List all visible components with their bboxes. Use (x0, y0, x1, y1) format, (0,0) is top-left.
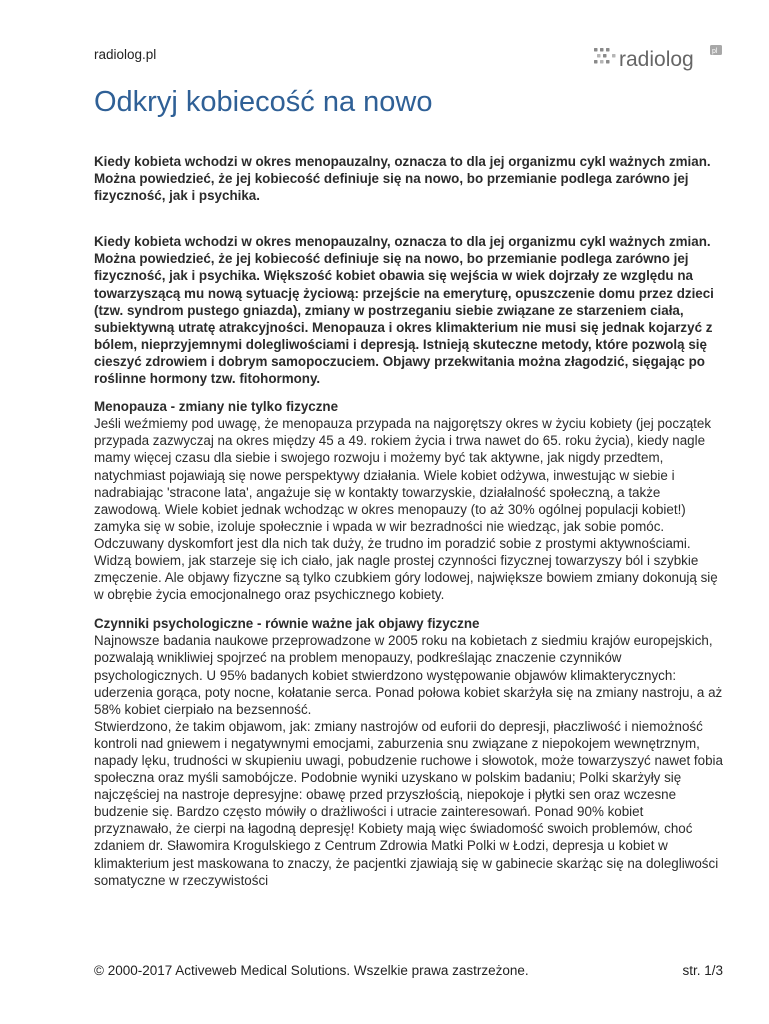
lead-paragraph-full: Kiedy kobieta wchodzi w okres menopauzalny, oznacza to dla jej organizmu cykl ważnych zmian. Można powiedzieć, że jej kobiecość definiuje się na nowo, bo przemianie podlega zarówno jej fizyczność, jak i psychika. Większość kobiet obawia się wejścia w wiek dojrzały ze względu na towarzyszącą mu nową sytuację życiową: przejście na emeryturę, opuszczenie domu przez dzieci (tzw. syndrom pustego gniazda), zmiany w postrzeganiu siebie związane ze starzeniem ciała, subiektywną utratę atrakcyjności. Menopauza i okres klimakterium nie musi się jednak kojarzyć z bólem, nieprzyjemnymi dolegliwościami i depresją. Istnieją skuteczne metody, które pozwolą się cieszyć zdrowiem i dobrym samopoczuciem. Objawy przekwitania można złagodzić, sięgając po roślinne hormony tzw. fitohormony. (94, 234, 714, 387)
logo-dots-icon (594, 48, 616, 64)
lead-paragraph-short: Kiedy kobieta wchodzi w okres menopauzalny, oznacza to dla jej organizmu cykl ważnych zmian. Można powiedzieć, że jej kobiecość definiuje się na nowo, bo przemianie podlega zarówno jej fizyczność, jak i psychika. (94, 154, 711, 204)
section-heading: Czynniki psychologiczne - równie ważne jak objawy fizyczne (94, 616, 480, 632)
logo-badge: pl (712, 48, 718, 55)
page-number: str. 1/3 (682, 963, 723, 978)
section-paragraph: Jeśli weźmiemy pod uwagę, że menopauza przypada na najgorętszy okres w życiu kobiety (jej początek przypada zazwyczaj na okres między 45 a 49. rokiem życia i trwa nawet do 65. roku życia), kiedy nagle mamy więcej czasu dla siebie i swojego rozwoju i możemy być tak aktywne, jak nigdy przedtem, natychmiast pojawiają się nowe perspektywy działania. Wiele kobiet odżywa, inwestując w siebie i nadrabiając 'stracone lata', angażuje się w kontakty towarzyskie, działalność społeczną, a także zawodową. Wiele kobiet jednak wchodząc w okres menopauzy (to aż 30% ogólnej populacji kobiet!) zamyka się w sobie, izoluje społecznie i wpada w wir bezradności nie wiedząc, jak sobie pomóc. Odczuwany dyskomfort jest dla nich tak duży, że trudno im poradzić sobie z prostymi aktywnościami. Widzą bowiem, jak starzeje się ich ciało, jak nagle prostej czynności fizycznej towarzyszy ból i szybkie zmęczenie. Ale objawy fizyczne są tylko czubkiem góry lodowej, największe bowiem zmiany dokonują się w obrębie życia emocjonalnego oraz psychicznego kobiety. (94, 416, 718, 603)
site-name: radiolog.pl (94, 47, 157, 62)
section-paragraph: Najnowsze badania naukowe przeprowadzone w 2005 roku na kobietach z siedmiu krajów europejskich, pozwalają wnikliwiej spojrzeć na problem menopauzy, podkreślając znaczenie czynników psychologicznych. U 95% badanych kobiet stwierdzono występowanie objawów klimakterycznych: uderzenia gorąca, poty nocne, kołatanie serca. Ponad połowa kobiet skarżyła się na zmiany nastroju, a aż 58% kobiet cierpiało na bezsenność. (94, 633, 723, 717)
footer-copyright: © 2000-2017 Activeweb Medical Solutions. Wszelkie prawa zastrzeżone. (94, 963, 529, 978)
page-title: Odkryj kobiecość na nowo (94, 86, 433, 118)
section-paragraph: Stwierdzono, że takim objawom, jak: zmiany nastrojów od euforii do depresji, płaczliwość i niemożność kontroli nad gniewem i negatywnymi emocjami, zaburzenia snu związane z niepokojem wewnętrznym, napady lęku, trudności w skupieniu uwagi, pobudzenie ruchowe i słowotok, może towarzyszyć nawet fobia społeczna oraz myśli samobójcze. Podobnie wyniki uzyskano w polskim badaniu; Polki skarżyły się najczęściej na nastroje depresyjne: obawę przed przyszłością, niepokoje i płytki sen oraz wczesne budzenie się. Bardzo często mówiły o drażliwości i utracie zainteresowań. Ponad 90% kobiet przyznawało, że cierpi na łagodną depresję! Kobiety mają więc świadomość swoich problemów, choć zdaniem dr. Sławomira Krogulskiego z Centrum Zdrowia Matki Polki w Łodzi, depresja u kobiet w klimakterium jest maskowana to znaczy, że pacjentki zjawiają się w gabinecie skarżąc się na dolegliwości somatyczne w rzeczywistości (94, 718, 723, 888)
article-body (94, 153, 724, 889)
radiolog-logo-mark (592, 44, 724, 74)
section-heading: Menopauza - zmiany nie tylko fizyczne (94, 399, 339, 415)
radiolog-logo (592, 44, 724, 74)
section-menopauza (94, 398, 724, 603)
section-czynniki (94, 615, 724, 889)
logo-wordmark: radiolog (619, 48, 694, 71)
